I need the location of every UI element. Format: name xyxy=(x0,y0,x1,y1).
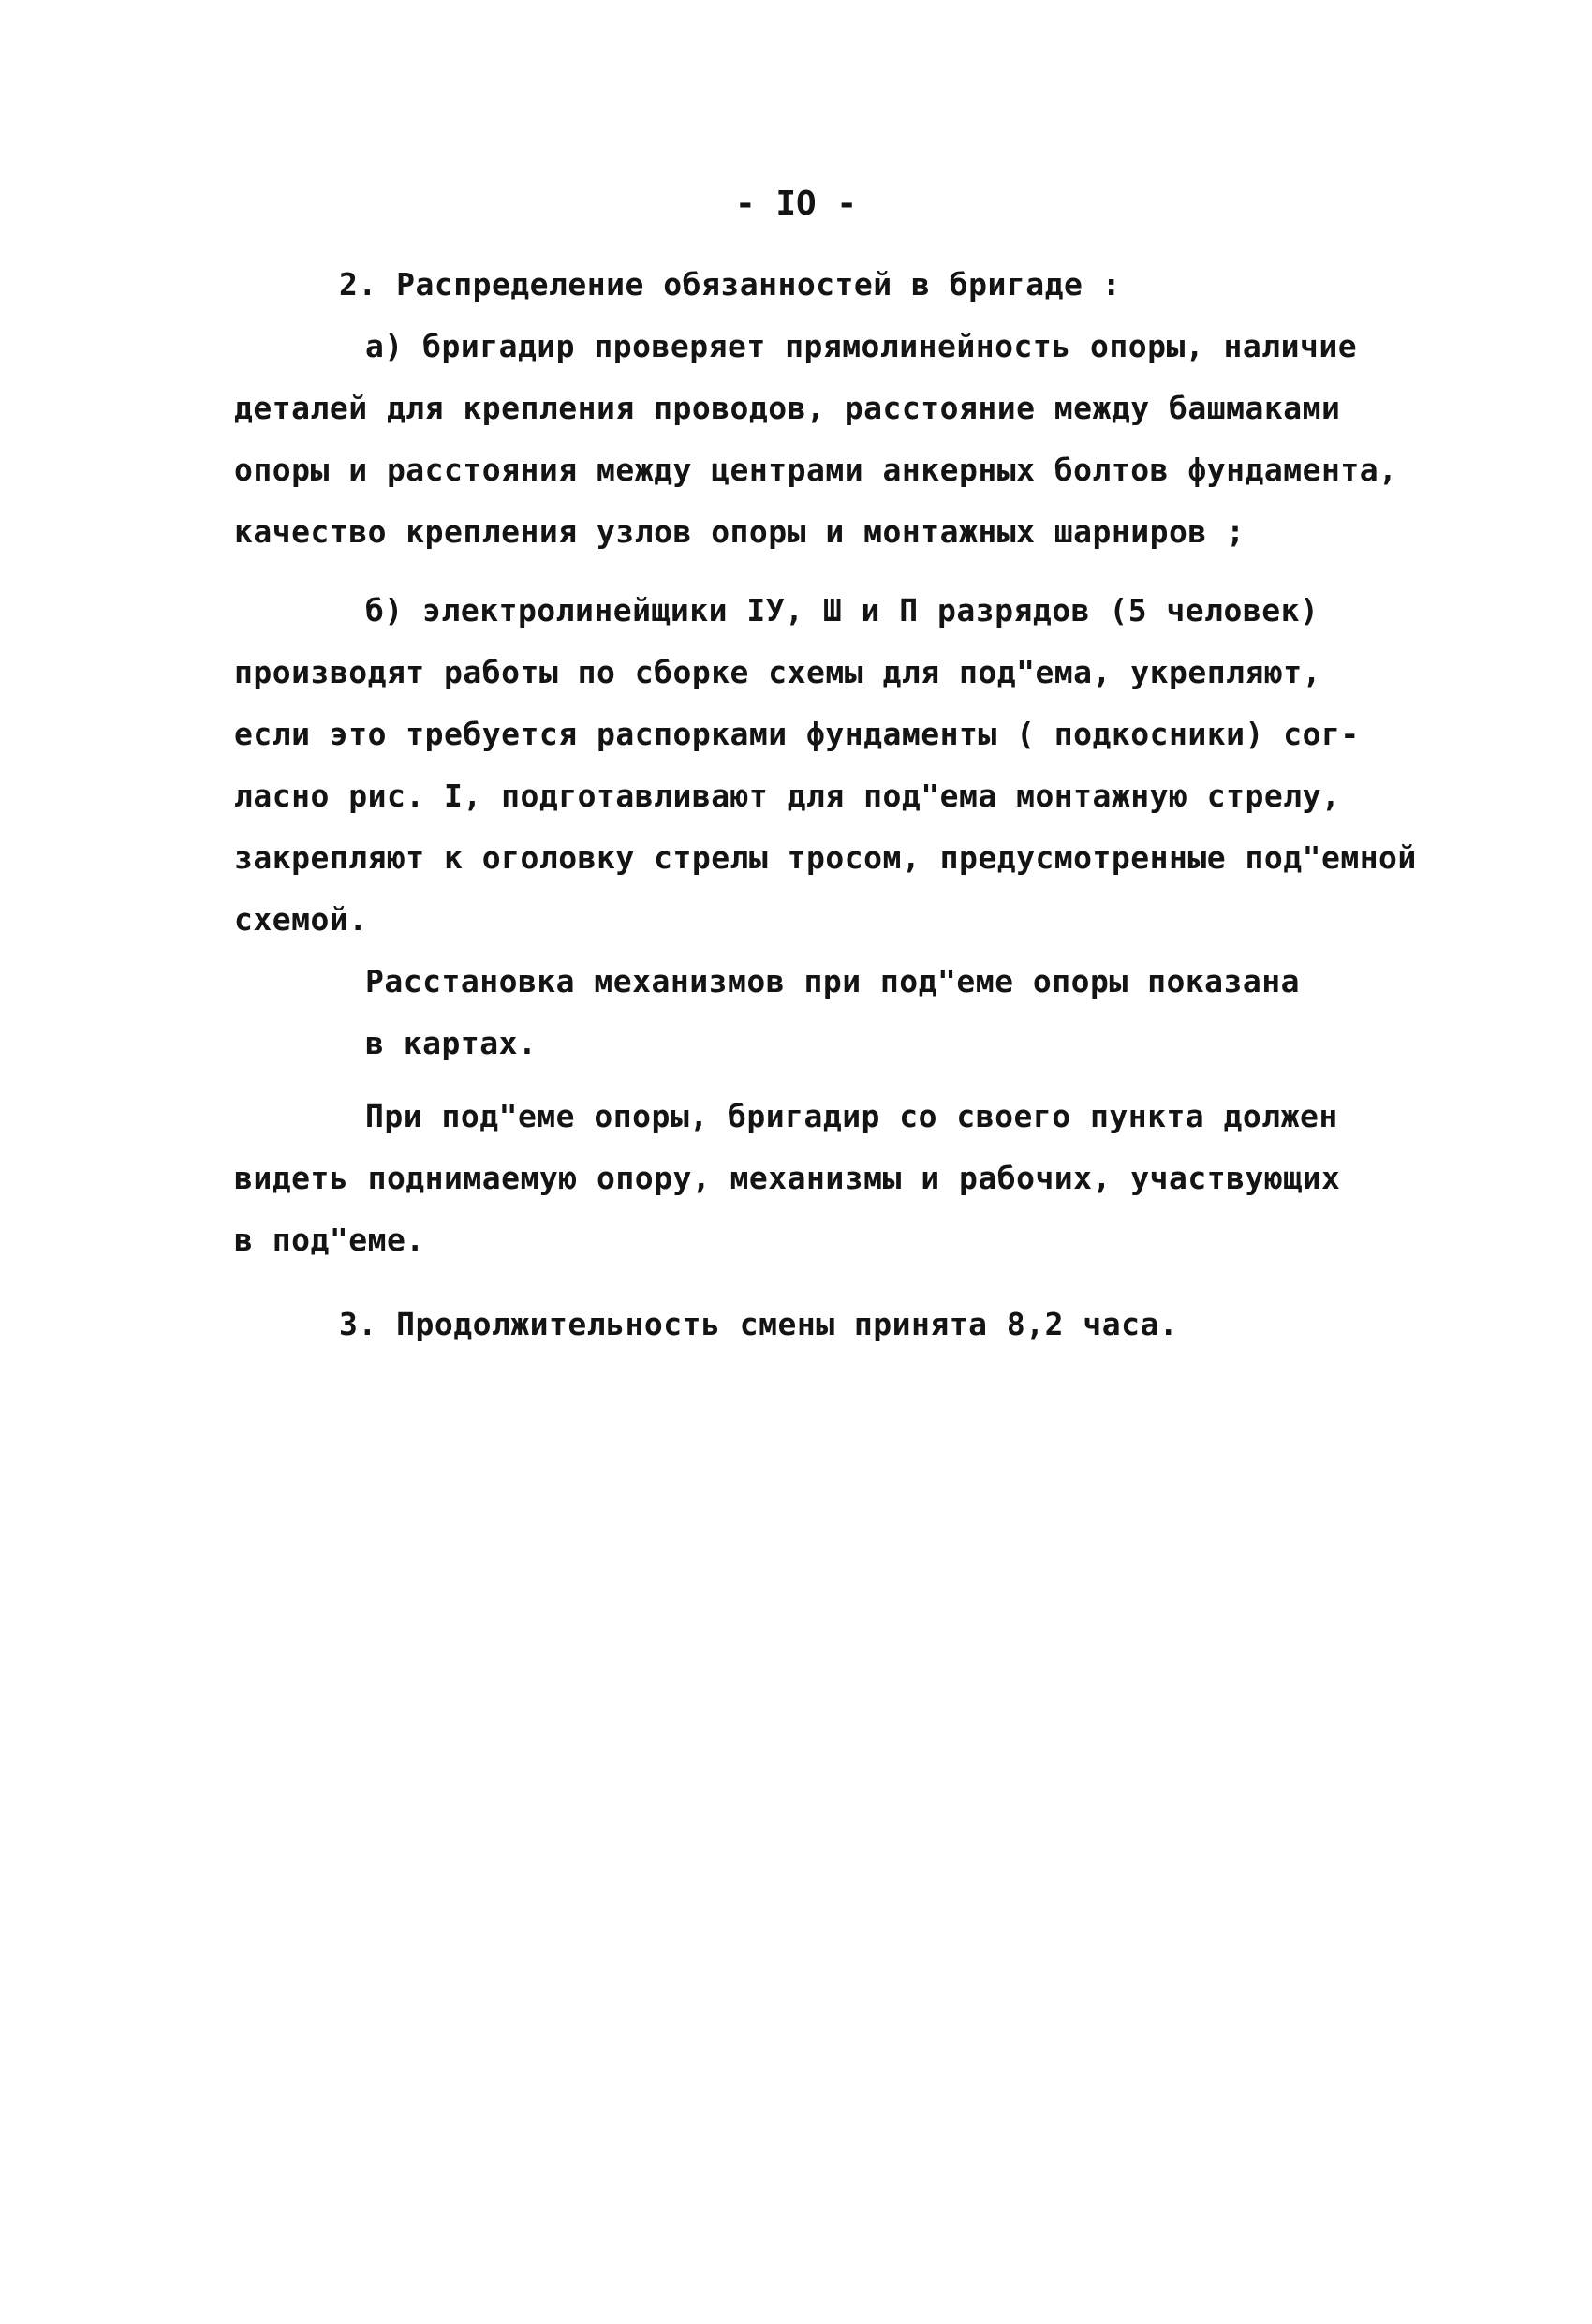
item-b-line-6: схемой. xyxy=(234,901,368,938)
item-b-line-4: ласно рис. I, подготавливают для под"ема монтажную стрелу, xyxy=(234,777,1341,814)
item-b-line-2: производят работы по сборке схемы для под"ема, укрепляют, xyxy=(234,654,1321,690)
page-number: - IO - xyxy=(734,185,858,223)
item-a-line-4: качество крепления узлов опоры и монтажных шарниров ; xyxy=(234,513,1246,550)
item-a-line-3: опоры и расстояния между центрами анкерных болтов фундамента, xyxy=(234,451,1398,488)
item-a-line-2: деталей для крепления проводов, расстояние между башмаками xyxy=(234,390,1341,426)
section-3-text: 3. Продолжительность смены принята 8,2 часа. xyxy=(339,1306,1179,1342)
lifting-note-line-2: видеть поднимаемую опору, механизмы и рабочих, участвующих xyxy=(234,1160,1341,1196)
mechanisms-note-line-2: в картах. xyxy=(365,1025,538,1061)
lifting-note-line-1: При под"еме опоры, бригадир со своего пункта должен xyxy=(365,1098,1338,1134)
lifting-note-line-3: в под"еме. xyxy=(234,1221,425,1258)
section-2-heading: 2. Распределение обязанностей в бригаде : xyxy=(339,266,1122,303)
mechanisms-note-line-1: Расстановка механизмов при под"еме опоры показана xyxy=(365,963,1301,999)
item-a-line-1: а) бригадир проверяет прямолинейность опоры, наличие xyxy=(365,328,1358,364)
item-b-line-5: закрепляют к оголовку стрелы тросом, предусмотренные под"емной xyxy=(234,839,1417,876)
item-b-line-3: если это требуется распорками фундаменты ( подкосники) сог- xyxy=(234,716,1360,752)
item-b-line-1: б) электролинейщики IУ, Ш и П разрядов (5 человек) xyxy=(365,592,1319,629)
